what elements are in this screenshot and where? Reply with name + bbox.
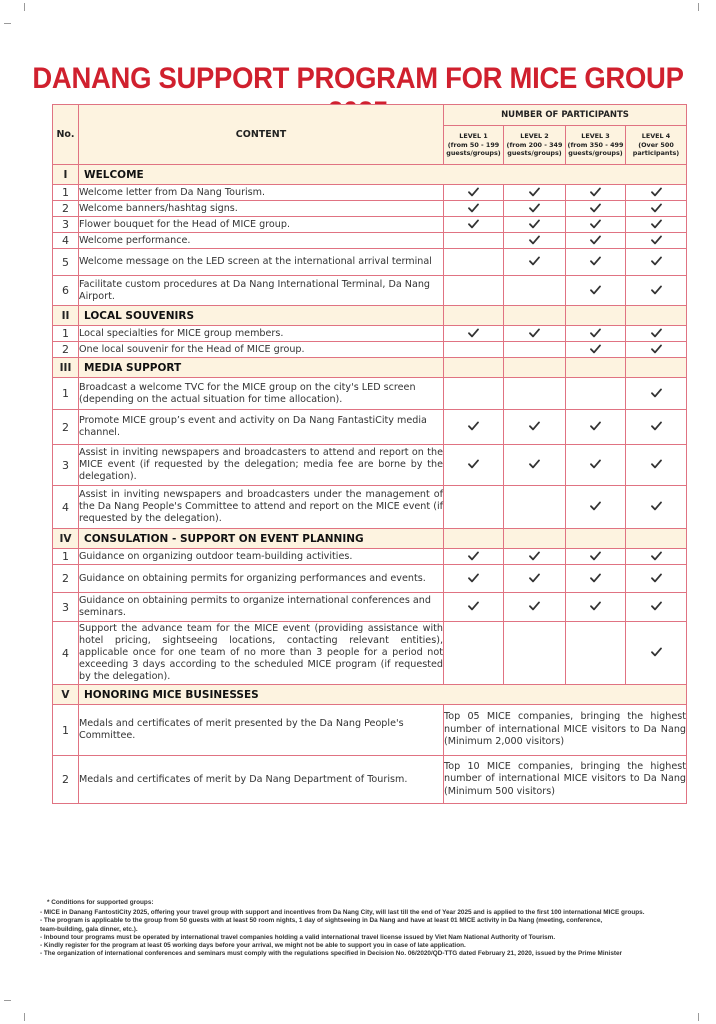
level-2-cell — [504, 549, 566, 565]
award-row — [53, 705, 687, 756]
level-2-cell — [504, 593, 566, 622]
level-3-cell — [566, 276, 626, 306]
item-number: 4 — [53, 486, 79, 529]
check-icon — [651, 500, 662, 514]
level-4-cell — [626, 410, 687, 445]
level-2-cell — [504, 326, 566, 342]
level-2-line2: guests/groups) — [507, 149, 562, 158]
section-fill — [566, 306, 626, 326]
conditions-notes — [40, 899, 690, 958]
level-1-cell — [444, 185, 504, 201]
section-number: IV — [53, 529, 79, 549]
section-title: MEDIA SUPPORT — [79, 358, 444, 378]
check-icon — [590, 186, 601, 200]
check-icon — [590, 458, 601, 472]
award-content: Medals and certificates of merit presented by the Da Nang People's Committee. — [79, 705, 444, 756]
check-icon — [468, 218, 479, 232]
note-line: - The program is applicable to the group from 50 guests with at least 50 room nights, 1 day of sightseeing in Da Nang and have at least 01 MICE activity in Da Nang (meeting, conference, — [40, 917, 603, 925]
level-4-cell — [626, 217, 687, 233]
check-icon — [529, 458, 540, 472]
section-title: WELCOME — [79, 165, 687, 185]
level-4-line1: (Over 500 — [638, 140, 674, 149]
award-row — [53, 756, 687, 804]
table-row — [53, 486, 687, 529]
level-1-cell — [444, 410, 504, 445]
level-3-cell — [566, 593, 626, 622]
level-3-line1: (from 350 - 499 — [567, 140, 624, 149]
check-icon — [529, 600, 540, 614]
level-4-cell — [626, 201, 687, 217]
level-2-cell — [504, 276, 566, 306]
section-row — [53, 685, 687, 705]
level-4-name: LEVEL 4 — [641, 132, 671, 141]
check-icon — [529, 420, 540, 434]
item-content: Broadcast a welcome TVC for the MICE group on the city's LED screen (depending on the actual situation for time allocation). — [79, 378, 444, 410]
section-fill — [444, 358, 504, 378]
check-icon — [651, 255, 662, 269]
check-icon — [590, 284, 601, 298]
crop-mark — [4, 23, 11, 24]
award-content: Medals and certificates of merit by Da Nang Department of Tourism. — [79, 756, 444, 804]
check-icon — [468, 550, 479, 564]
level-1-cell — [444, 378, 504, 410]
check-icon — [651, 600, 662, 614]
support-program-table — [52, 104, 687, 804]
level-2-cell — [504, 217, 566, 233]
check-icon — [529, 550, 540, 564]
level-4-cell — [626, 326, 687, 342]
item-content: Support the advance team for the MICE event (providing assistance with hotel pricing, sightseeing locations, contacting relevant entities), applicable once for one team of no more than 3 people for a period not exceeding 3 days according to the scheduled MICE program (if requested by the delegation). — [79, 622, 444, 685]
item-number: 1 — [53, 705, 79, 756]
level-3-name: LEVEL 3 — [581, 132, 610, 141]
check-icon — [651, 327, 662, 341]
table-row — [53, 326, 687, 342]
item-number: 3 — [53, 445, 79, 486]
note-line: - Kindly register for the program at least 05 working days before your arrival, we might not be able to support you in case of late application. — [40, 942, 466, 950]
crop-mark — [24, 1013, 25, 1021]
level-3-cell — [566, 445, 626, 486]
table-row — [53, 233, 687, 249]
section-fill — [504, 306, 566, 326]
check-icon — [590, 420, 601, 434]
item-content: Facilitate custom procedures at Da Nang International Terminal, Da Nang Airport. — [79, 276, 444, 306]
check-icon — [468, 458, 479, 472]
level-4-cell — [626, 549, 687, 565]
item-content: Guidance on organizing outdoor team-building activities. — [79, 549, 444, 565]
level-2-cell — [504, 185, 566, 201]
header-content: CONTENT — [79, 105, 444, 165]
item-number: 3 — [53, 593, 79, 622]
check-icon — [651, 202, 662, 216]
level-1-name: LEVEL 1 — [459, 132, 488, 141]
section-number: V — [53, 685, 79, 705]
table-row — [53, 217, 687, 233]
crop-mark — [24, 3, 25, 11]
section-row — [53, 306, 687, 326]
table-row — [53, 378, 687, 410]
item-number: 2 — [53, 565, 79, 593]
level-3-cell — [566, 622, 626, 685]
check-icon — [590, 202, 601, 216]
section-fill — [626, 529, 687, 549]
item-number: 2 — [53, 342, 79, 358]
check-icon — [529, 218, 540, 232]
level-1-cell — [444, 342, 504, 358]
check-icon — [468, 327, 479, 341]
level-4-cell — [626, 249, 687, 276]
level-2-cell — [504, 622, 566, 685]
header-level-2 — [504, 126, 566, 165]
check-icon — [651, 234, 662, 248]
table-row — [53, 185, 687, 201]
check-icon — [590, 500, 601, 514]
level-1-cell — [444, 593, 504, 622]
item-content: Flower bouquet for the Head of MICE group. — [79, 217, 444, 233]
section-title: LOCAL SOUVENIRS — [79, 306, 444, 326]
section-row — [53, 529, 687, 549]
section-number: III — [53, 358, 79, 378]
section-row — [53, 165, 687, 185]
check-icon — [590, 218, 601, 232]
level-1-line1: (from 50 - 199 — [447, 140, 500, 149]
item-content: Assist in inviting newspapers and broadcasters under the management of the Da Nang People's Committee to attend and report on the MICE event (if requested by the delegation). — [79, 486, 444, 529]
header-number-of-participants: NUMBER OF PARTICIPANTS — [444, 105, 687, 126]
section-number: II — [53, 306, 79, 326]
item-number: 1 — [53, 185, 79, 201]
check-icon — [651, 550, 662, 564]
section-fill — [566, 529, 626, 549]
page-title: DANANG SUPPORT PROGRAM FOR MICE GROUP — [32, 62, 684, 95]
check-icon — [468, 186, 479, 200]
header-level-1 — [444, 126, 504, 165]
level-2-cell — [504, 486, 566, 529]
level-4-line2: participants) — [632, 149, 680, 158]
table-row — [53, 249, 687, 276]
level-4-cell — [626, 622, 687, 685]
level-1-cell — [444, 233, 504, 249]
check-icon — [590, 572, 601, 586]
check-icon — [590, 343, 601, 357]
check-icon — [468, 572, 479, 586]
level-1-cell — [444, 565, 504, 593]
item-content: Welcome message on the LED screen at the international arrival terminal — [79, 249, 444, 276]
level-2-cell — [504, 565, 566, 593]
level-3-cell — [566, 217, 626, 233]
header-no: No. — [53, 105, 79, 165]
section-fill — [444, 306, 504, 326]
level-3-cell — [566, 326, 626, 342]
award-criteria: Top 10 MICE companies, bringing the highest number of international MICE visitors to Da Nang (Minimum 500 visitors) — [444, 756, 687, 804]
note-line: - Inbound tour programs must be operated by international travel companies holding a valid international travel license issued by Viet Nam National Authority of Tourism. — [40, 933, 556, 941]
item-content: Guidance on obtaining permits to organize international conferences and seminars. — [79, 593, 444, 622]
level-3-cell — [566, 185, 626, 201]
item-number: 5 — [53, 249, 79, 276]
item-number: 4 — [53, 233, 79, 249]
table-row — [53, 565, 687, 593]
table-row — [53, 445, 687, 486]
item-number: 1 — [53, 378, 79, 410]
level-1-cell — [444, 249, 504, 276]
check-icon — [529, 327, 540, 341]
level-4-cell — [626, 233, 687, 249]
level-3-cell — [566, 410, 626, 445]
item-number: 1 — [53, 326, 79, 342]
table-row — [53, 622, 687, 685]
check-icon — [590, 255, 601, 269]
check-icon — [590, 327, 601, 341]
level-4-cell — [626, 276, 687, 306]
check-icon — [529, 202, 540, 216]
level-1-cell — [444, 217, 504, 233]
item-content: Welcome letter from Da Nang Tourism. — [79, 185, 444, 201]
level-1-cell — [444, 445, 504, 486]
level-1-line2: guests/groups) — [446, 149, 501, 158]
level-4-cell — [626, 445, 687, 486]
check-icon — [468, 202, 479, 216]
section-fill — [566, 358, 626, 378]
level-1-cell — [444, 201, 504, 217]
level-3-cell — [566, 565, 626, 593]
item-content: Local specialties for MICE group members. — [79, 326, 444, 342]
level-4-cell — [626, 378, 687, 410]
level-3-cell — [566, 486, 626, 529]
table-row — [53, 201, 687, 217]
section-fill — [444, 529, 504, 549]
level-2-cell — [504, 233, 566, 249]
check-icon — [468, 420, 479, 434]
level-1-cell — [444, 622, 504, 685]
item-number: 2 — [53, 410, 79, 445]
item-content: Welcome performance. — [79, 233, 444, 249]
check-icon — [651, 572, 662, 586]
section-fill — [626, 306, 687, 326]
section-row — [53, 358, 687, 378]
level-2-cell — [504, 378, 566, 410]
level-4-cell — [626, 486, 687, 529]
level-2-cell — [504, 201, 566, 217]
check-icon — [529, 572, 540, 586]
level-2-name: LEVEL 2 — [520, 132, 549, 141]
table-row — [53, 410, 687, 445]
table-row — [53, 276, 687, 306]
level-3-cell — [566, 342, 626, 358]
award-criteria: Top 05 MICE companies, bringing the highest number of international MICE visitors to Da Nang (Minimum 2,000 visitors) — [444, 705, 687, 756]
check-icon — [651, 646, 662, 660]
level-2-line1: (from 200 - 349 — [506, 140, 563, 149]
item-content: Promote MICE group’s event and activity on Da Nang FantastiCity media channel. — [79, 410, 444, 445]
level-3-cell — [566, 549, 626, 565]
section-title: HONORING MICE BUSINESSES — [79, 685, 687, 705]
check-icon — [590, 600, 601, 614]
level-3-cell — [566, 378, 626, 410]
section-fill — [504, 358, 566, 378]
check-icon — [529, 186, 540, 200]
check-icon — [651, 458, 662, 472]
level-3-cell — [566, 233, 626, 249]
check-icon — [529, 255, 540, 269]
section-fill — [504, 529, 566, 549]
crop-mark — [4, 1000, 11, 1001]
item-number: 2 — [53, 756, 79, 804]
note-line: - The organization of international conferences and seminars must comply with the regulations specified in Decision No. 06/2020/QD-TTG dated February 21, 2020, issued by the Prime Minister — [40, 950, 623, 958]
check-icon — [590, 234, 601, 248]
level-1-cell — [444, 276, 504, 306]
check-icon — [651, 387, 662, 401]
item-content: Assist in inviting newspapers and broadcasters to attend and report on the MICE event (if requested by the delegation; media fee are borne by the delegation). — [79, 445, 444, 486]
check-icon — [651, 218, 662, 232]
crop-mark — [698, 3, 699, 11]
header-level-4 — [626, 126, 687, 165]
item-number: 4 — [53, 622, 79, 685]
section-title: CONSULATION - SUPPORT ON EVENT PLANNING — [79, 529, 444, 549]
check-icon — [590, 550, 601, 564]
item-content: Welcome banners/hashtag signs. — [79, 201, 444, 217]
level-4-cell — [626, 342, 687, 358]
section-number: I — [53, 165, 79, 185]
note-line: - MICE in Danang FantostiCity 2025, offering your travel group with support and incentives from Da Nang City, will last till the end of Year 2025 and is applied to the first 100 international MICE groups. — [40, 909, 645, 917]
level-3-line2: guests/groups) — [568, 149, 623, 158]
crop-mark — [698, 1013, 699, 1021]
item-content: One local souvenir for the Head of MICE group. — [79, 342, 444, 358]
section-fill — [626, 358, 687, 378]
level-1-cell — [444, 326, 504, 342]
level-4-cell — [626, 185, 687, 201]
note-line: team-building, gala dinner, etc.). — [40, 925, 138, 933]
item-number: 2 — [53, 201, 79, 217]
level-2-cell — [504, 249, 566, 276]
check-icon — [651, 186, 662, 200]
level-1-cell — [444, 486, 504, 529]
item-number: 6 — [53, 276, 79, 306]
level-4-cell — [626, 565, 687, 593]
check-icon — [651, 284, 662, 298]
item-number: 3 — [53, 217, 79, 233]
level-2-cell — [504, 445, 566, 486]
level-2-cell — [504, 410, 566, 445]
check-icon — [529, 234, 540, 248]
header-level-3 — [566, 126, 626, 165]
level-1-cell — [444, 549, 504, 565]
level-2-cell — [504, 342, 566, 358]
item-content: Guidance on obtaining permits for organizing performances and events. — [79, 565, 444, 593]
table-row — [53, 549, 687, 565]
check-icon — [651, 343, 662, 357]
table-row — [53, 342, 687, 358]
table-row — [53, 593, 687, 622]
level-4-cell — [626, 593, 687, 622]
check-icon — [651, 420, 662, 434]
notes-title: * Conditions for supported groups: — [47, 899, 154, 906]
check-icon — [468, 600, 479, 614]
item-number: 1 — [53, 549, 79, 565]
level-3-cell — [566, 249, 626, 276]
level-3-cell — [566, 201, 626, 217]
